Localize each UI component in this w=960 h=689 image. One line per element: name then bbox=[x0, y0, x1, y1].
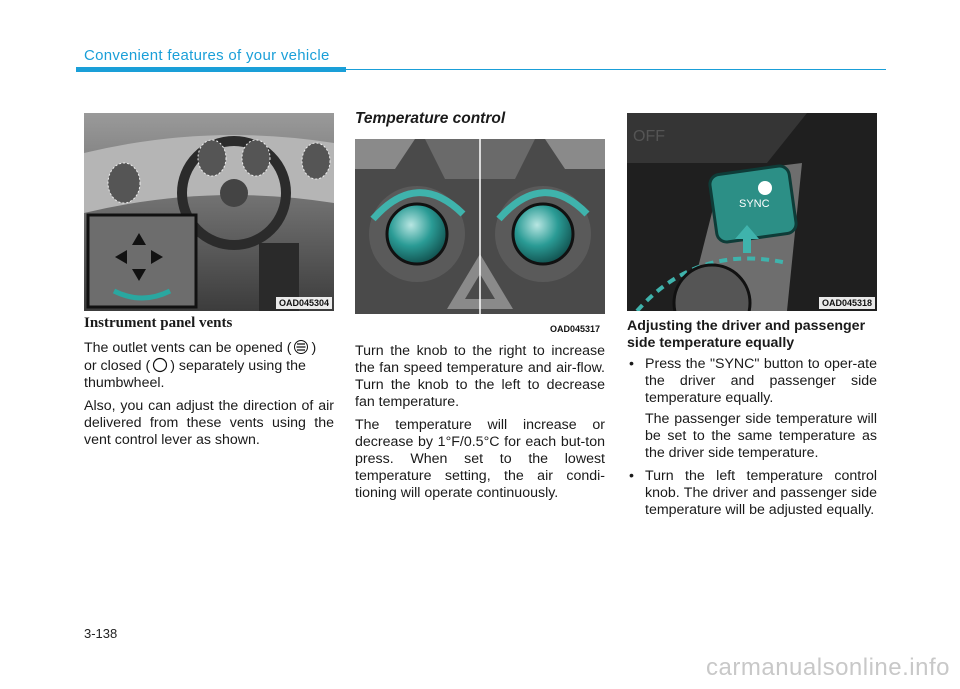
bullet-item: • Turn the left temperature control knob. The driver and passenger side temperature will be adjusted equally. bbox=[627, 468, 877, 519]
vents-heading: Instrument panel vents bbox=[84, 315, 233, 331]
vents-figure bbox=[84, 113, 334, 311]
left-column bbox=[84, 315, 334, 455]
figure-code: OAD045317 bbox=[547, 323, 603, 335]
temperature-heading: Temperature control bbox=[355, 110, 506, 127]
header-rule-thick bbox=[76, 67, 346, 72]
knobs-figure bbox=[355, 139, 605, 337]
off-label: OFF bbox=[633, 128, 665, 145]
sync-heading: Adjusting the driver and passenger side temperature equally bbox=[627, 318, 866, 351]
right-column bbox=[627, 318, 877, 523]
temperature-paragraph-2: The temperature will increase or decrease by 1°F/0.5°C for each but-ton press. When set to the lowest temperature setting, the air condi-tioning will operate continuously. bbox=[355, 417, 605, 501]
sync-figure bbox=[627, 113, 877, 311]
vents-paragraph-2: Also, you can adjust the direction of air delivered from these vents using the vent control lever as shown. bbox=[84, 398, 334, 448]
section-title: Convenient features of your vehicle bbox=[84, 47, 330, 64]
header-rule-thin bbox=[346, 69, 886, 70]
figure-code: OAD045304 bbox=[276, 297, 332, 309]
temperature-paragraph-1: Turn the knob to the right to increase the fan speed temperature and air-flow. Turn the knob to the left to decrease fan temperature. bbox=[355, 343, 605, 410]
middle-column bbox=[355, 343, 605, 508]
figure-code: OAD045318 bbox=[819, 297, 875, 309]
vents-paragraph-1: The outlet vents can be opened ( ) or closed ( ) separately using the thumbwheel. bbox=[84, 340, 317, 391]
bullet-continuation: The passenger side temperature will be set to the same temperature as the driver side temperature. bbox=[645, 411, 877, 461]
sync-indicator-icon bbox=[758, 181, 772, 195]
page-number: 3-138 bbox=[84, 626, 118, 641]
bullet-item: • Press the "SYNC" button to oper-ate the driver and passenger side temperature equally. bbox=[627, 356, 877, 407]
sync-button-label: SYNC bbox=[739, 198, 770, 210]
vent-closed-icon bbox=[152, 357, 168, 373]
watermark: carmanualsonline.info bbox=[706, 654, 950, 681]
vent-open-icon bbox=[293, 339, 309, 355]
